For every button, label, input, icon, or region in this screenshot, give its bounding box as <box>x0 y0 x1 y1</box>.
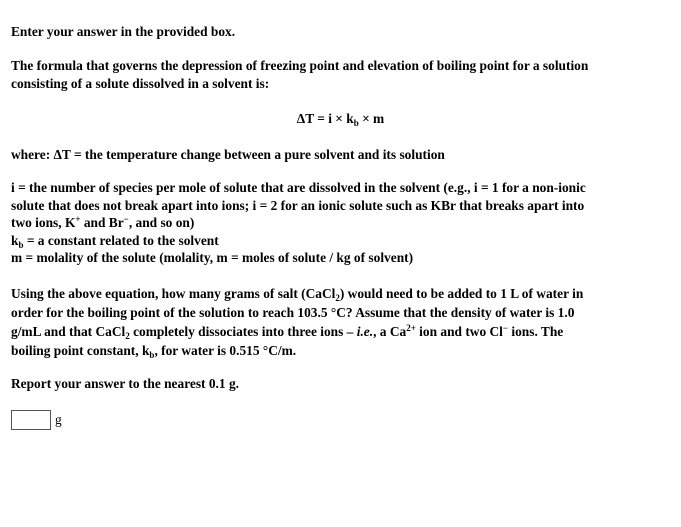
q3-ie: i.e. <box>356 324 374 339</box>
ions-text-b: and Br <box>80 215 124 230</box>
formula-lhs: ΔT = i × k <box>296 111 354 126</box>
answer-row <box>11 408 62 432</box>
question-line-1 <box>11 284 661 303</box>
report-instruction: Report your answer to the nearest 0.1 g. <box>11 376 239 391</box>
report-paragraph <box>11 375 661 393</box>
kb-text: = a constant related to the solvent <box>23 232 219 248</box>
q4-text-a: boiling point constant, k <box>11 343 150 358</box>
instruction: Enter your answer in the provided box. <box>11 24 236 39</box>
q3-subscript: 2 <box>125 331 130 341</box>
boiling-point-formula <box>0 110 681 127</box>
q3-text-c: , a Ca <box>373 324 407 339</box>
q1-text-a: Using the above equation, how many grams of salt (CaCl <box>11 286 336 301</box>
kb-symbol: k <box>11 232 19 248</box>
i-definition-line-3 <box>11 214 661 232</box>
cl-ion-charge: − <box>502 323 509 333</box>
q3-text-d: ion and two Cl <box>415 324 503 339</box>
where-paragraph <box>11 146 661 164</box>
question-line-2: order for the boiling point of the solution to reach 103.5 °C? Assume that the density of water is 1.0 <box>11 305 575 320</box>
kb-definition-line <box>11 232 661 250</box>
intro-line-2: consisting of a solute dissolved in a solvent is: <box>11 75 270 91</box>
q1-text-b: ) would need to be added to 1 L of water in <box>339 286 584 301</box>
q1-subscript: 2 <box>335 293 340 303</box>
m-definition-line: m = molality of the solute (molality, m = moles of solute / kg of solvent) <box>11 250 414 265</box>
question-line-3 <box>11 322 661 341</box>
instruction-text <box>11 23 661 41</box>
ca-ion-charge: 2+ <box>406 323 416 333</box>
br-ion-charge: − <box>123 214 129 224</box>
ions-text-a: two ions, K <box>11 215 76 230</box>
i-definition-line-2: solute that does not break apart into ions; i = 2 for an ionic solute such as KBr that breaks apart into <box>11 197 585 213</box>
q3-text-a: g/mL and that CaCl <box>11 324 126 339</box>
q3-text-b: completely dissociates into three ions – <box>129 324 357 339</box>
q4-text-b: , for water is 0.515 °C/m. <box>154 343 297 358</box>
q4-subscript: b <box>149 350 155 360</box>
question-paragraph <box>11 284 661 360</box>
intro-paragraph <box>11 57 661 92</box>
formula-k-subscript: b <box>353 118 359 128</box>
i-definition-line-1: i = the number of species per mole of solute that are dissolved in the solvent (e.g., i = 1 for a non-ionic <box>11 180 586 195</box>
q3-text-e: ions. The <box>508 324 564 339</box>
answer-unit: g <box>55 412 62 427</box>
formula-rhs: × m <box>358 111 385 126</box>
definitions-paragraph <box>11 179 661 267</box>
kb-subscript: b <box>18 239 24 250</box>
where-line: where: ΔT = the temperature change between a pure solvent and its solution <box>11 147 445 162</box>
question-line-4 <box>11 341 661 360</box>
k-ion-charge: + <box>75 214 81 224</box>
intro-line-1: The formula that governs the depression of freezing point and elevation of boiling point for a solution <box>11 58 589 73</box>
answer-input[interactable] <box>11 410 51 430</box>
ions-text-c: , and so on) <box>128 215 195 230</box>
